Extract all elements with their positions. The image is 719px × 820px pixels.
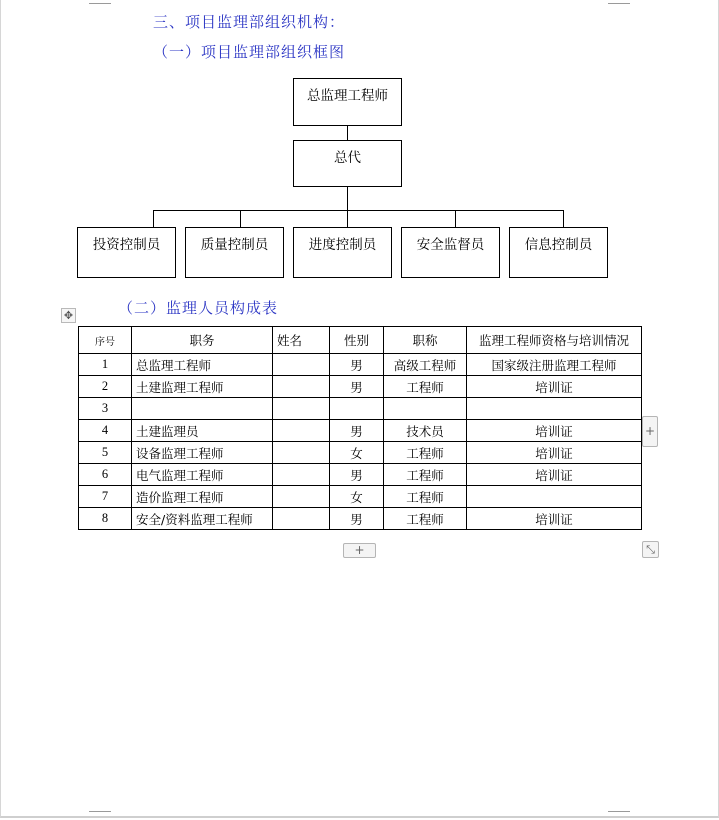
table-cell[interactable]	[273, 420, 330, 442]
org-box-safety[interactable]: 安全监督员	[401, 227, 500, 278]
column-header[interactable]: 监理工程师资格与培训情况	[467, 327, 642, 354]
table-header-row	[79, 327, 642, 354]
table-cell[interactable]: 工程师	[384, 508, 467, 530]
connector-line	[347, 210, 348, 227]
table-cell[interactable]: 6	[79, 464, 132, 486]
org-box-investment[interactable]: 投资控制员	[77, 227, 176, 278]
table-cell[interactable]: 总监理工程师	[132, 354, 273, 376]
table-row	[79, 398, 642, 420]
table-cell[interactable]	[384, 398, 467, 420]
table-cell[interactable]: 女	[330, 486, 384, 508]
table-cell[interactable]: 工程师	[384, 376, 467, 398]
table-cell[interactable]: 高级工程师	[384, 354, 467, 376]
table-cell[interactable]: 设备监理工程师	[132, 442, 273, 464]
org-box-deputy[interactable]: 总代	[293, 140, 402, 187]
column-header[interactable]: 职称	[384, 327, 467, 354]
table-cell[interactable]	[273, 354, 330, 376]
table-row	[79, 420, 642, 442]
table-cell[interactable]: 培训证	[467, 442, 642, 464]
column-header[interactable]: 职务	[132, 327, 273, 354]
table-cell[interactable]	[467, 486, 642, 508]
move-icon[interactable]: ✥	[61, 308, 76, 323]
org-box-progress[interactable]: 进度控制员	[293, 227, 392, 278]
table-row	[79, 464, 642, 486]
column-header[interactable]: 序号	[79, 327, 132, 354]
table-cell[interactable]: 男	[330, 420, 384, 442]
table-cell[interactable]: 5	[79, 442, 132, 464]
staff-table-heading: （二）监理人员构成表	[118, 299, 279, 317]
add-row-button[interactable]	[343, 543, 376, 558]
table-cell[interactable]: 8	[79, 508, 132, 530]
connector-line	[240, 210, 241, 227]
table-cell[interactable]: 电气监理工程师	[132, 464, 273, 486]
add-column-button[interactable]	[642, 416, 658, 447]
table-cell[interactable]: 4	[79, 420, 132, 442]
table-cell[interactable]: 2	[79, 376, 132, 398]
table-cell[interactable]: 安全/资料监理工程师	[132, 508, 273, 530]
table-cell[interactable]: 工程师	[384, 442, 467, 464]
column-header[interactable]: 性别	[330, 327, 384, 354]
connector-line	[563, 210, 564, 227]
table-cell[interactable]: 培训证	[467, 464, 642, 486]
staff-table	[78, 326, 642, 530]
table-cell[interactable]: 男	[330, 376, 384, 398]
table-cell[interactable]: 7	[79, 486, 132, 508]
connector-line	[347, 187, 348, 210]
table-cell[interactable]: 男	[330, 354, 384, 376]
plus-icon: +	[644, 424, 656, 438]
table-cell[interactable]: 土建监理工程师	[132, 376, 273, 398]
page-corner-mark	[89, 0, 111, 4]
table-cell[interactable]: 技术员	[384, 420, 467, 442]
table-cell[interactable]	[273, 486, 330, 508]
table-cell[interactable]: 女	[330, 442, 384, 464]
table-row	[79, 508, 642, 530]
page-corner-mark	[608, 0, 630, 4]
page-corner-mark	[89, 811, 111, 815]
table-cell[interactable]: 培训证	[467, 376, 642, 398]
table-row	[79, 354, 642, 376]
connector-line	[455, 210, 456, 227]
table-cell[interactable]	[273, 376, 330, 398]
table-cell[interactable]: 培训证	[467, 508, 642, 530]
table-cell[interactable]	[273, 442, 330, 464]
table-cell[interactable]	[132, 398, 273, 420]
table-cell[interactable]	[273, 464, 330, 486]
org-chart-heading: （一）项目监理部组织框图	[153, 43, 346, 61]
table-cell[interactable]	[273, 508, 330, 530]
page-corner-mark	[608, 811, 630, 815]
org-box-information[interactable]: 信息控制员	[509, 227, 608, 278]
table-cell[interactable]: 造价监理工程师	[132, 486, 273, 508]
table-cell[interactable]: 3	[79, 398, 132, 420]
column-header[interactable]: 姓名	[273, 327, 330, 354]
table-cell[interactable]: 培训证	[467, 420, 642, 442]
org-box-quality[interactable]: 质量控制员	[185, 227, 284, 278]
resize-icon[interactable]: ⤡	[642, 541, 659, 558]
table-row	[79, 442, 642, 464]
table-cell[interactable]: 男	[330, 508, 384, 530]
table-cell[interactable]: 工程师	[384, 486, 467, 508]
section-heading: 三、项目监理部组织机构：	[153, 13, 346, 31]
connector-line	[153, 210, 154, 227]
org-box-chief-engineer[interactable]: 总监理工程师	[293, 78, 402, 126]
table-cell[interactable]: 国家级注册监理工程师	[467, 354, 642, 376]
table-cell[interactable]	[330, 398, 384, 420]
table-cell[interactable]: 工程师	[384, 464, 467, 486]
table-row	[79, 376, 642, 398]
table-cell[interactable]: 土建监理员	[132, 420, 273, 442]
table-cell[interactable]	[467, 398, 642, 420]
table-cell[interactable]: 男	[330, 464, 384, 486]
connector-line	[153, 210, 564, 211]
plus-icon: +	[354, 543, 365, 557]
table-row	[79, 486, 642, 508]
connector-line	[347, 126, 348, 140]
table-cell[interactable]: 1	[79, 354, 132, 376]
table-cell[interactable]	[273, 398, 330, 420]
